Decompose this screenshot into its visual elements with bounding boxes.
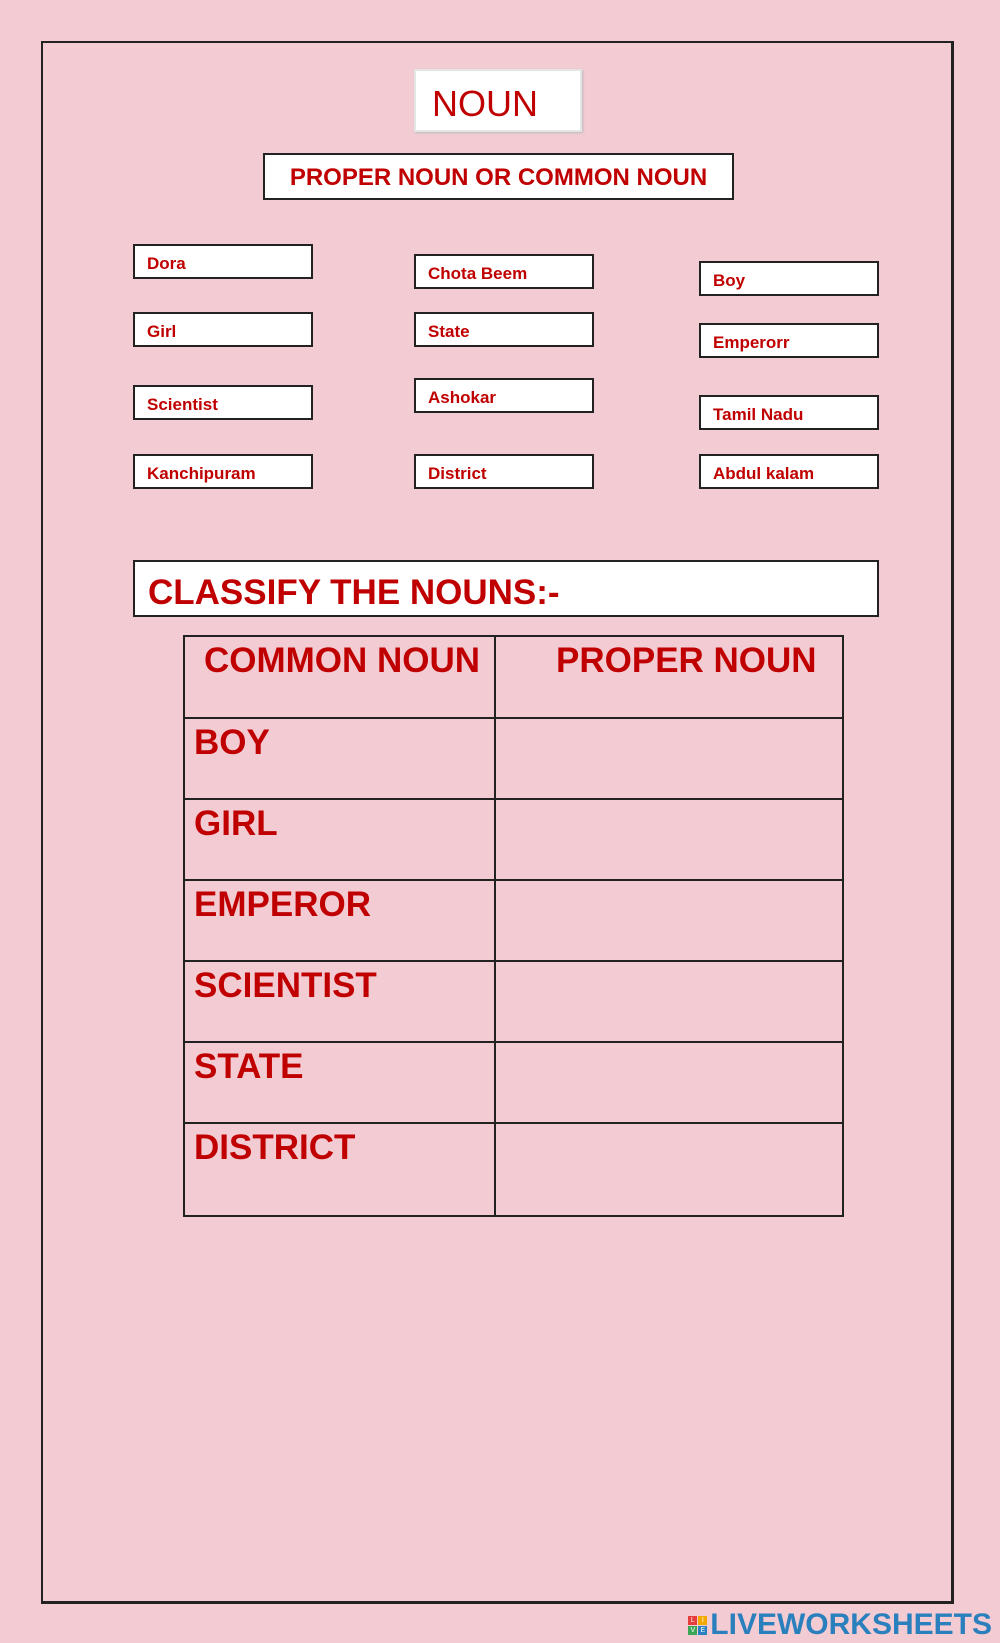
common-noun-cell: DISTRICT	[184, 1123, 495, 1216]
watermark-text: LIVEWORKSHEETS	[710, 1608, 992, 1641]
word-box[interactable]: Chota Beem	[414, 254, 594, 289]
table-header-row	[184, 636, 843, 718]
table-row	[184, 718, 843, 799]
word-box[interactable]: State	[414, 312, 594, 347]
table-row	[184, 799, 843, 880]
word-box[interactable]: Dora	[133, 244, 313, 279]
proper-noun-drop-cell[interactable]	[495, 1042, 843, 1123]
word-box[interactable]: Boy	[699, 261, 879, 296]
header-common-noun: COMMON NOUN	[184, 636, 495, 718]
proper-noun-drop-cell[interactable]	[495, 880, 843, 961]
word-box[interactable]: Ashokar	[414, 378, 594, 413]
word-box[interactable]: Emperorr	[699, 323, 879, 358]
table-row	[184, 880, 843, 961]
proper-noun-drop-cell[interactable]	[495, 718, 843, 799]
word-box[interactable]: Kanchipuram	[133, 454, 313, 489]
worksheet-subtitle: PROPER NOUN OR COMMON NOUN	[263, 153, 734, 200]
classify-heading: CLASSIFY THE NOUNS:-	[133, 560, 879, 617]
liveworksheets-logo-icon: L I V E	[688, 1616, 707, 1635]
table-row	[184, 1123, 843, 1216]
word-box[interactable]: Scientist	[133, 385, 313, 420]
common-noun-cell: SCIENTIST	[184, 961, 495, 1042]
common-noun-cell: BOY	[184, 718, 495, 799]
word-box[interactable]: Abdul kalam	[699, 454, 879, 489]
proper-noun-drop-cell[interactable]	[495, 799, 843, 880]
word-box[interactable]: Girl	[133, 312, 313, 347]
common-noun-cell: STATE	[184, 1042, 495, 1123]
header-proper-noun: PROPER NOUN	[495, 636, 843, 718]
classify-table	[183, 635, 844, 1217]
table-row	[184, 961, 843, 1042]
liveworksheets-watermark	[688, 1609, 992, 1641]
word-box[interactable]: Tamil Nadu	[699, 395, 879, 430]
common-noun-cell: GIRL	[184, 799, 495, 880]
table-row	[184, 1042, 843, 1123]
proper-noun-drop-cell[interactable]	[495, 1123, 843, 1216]
common-noun-cell: EMPEROR	[184, 880, 495, 961]
worksheet-title: NOUN	[414, 69, 582, 132]
proper-noun-drop-cell[interactable]	[495, 961, 843, 1042]
word-box[interactable]: District	[414, 454, 594, 489]
